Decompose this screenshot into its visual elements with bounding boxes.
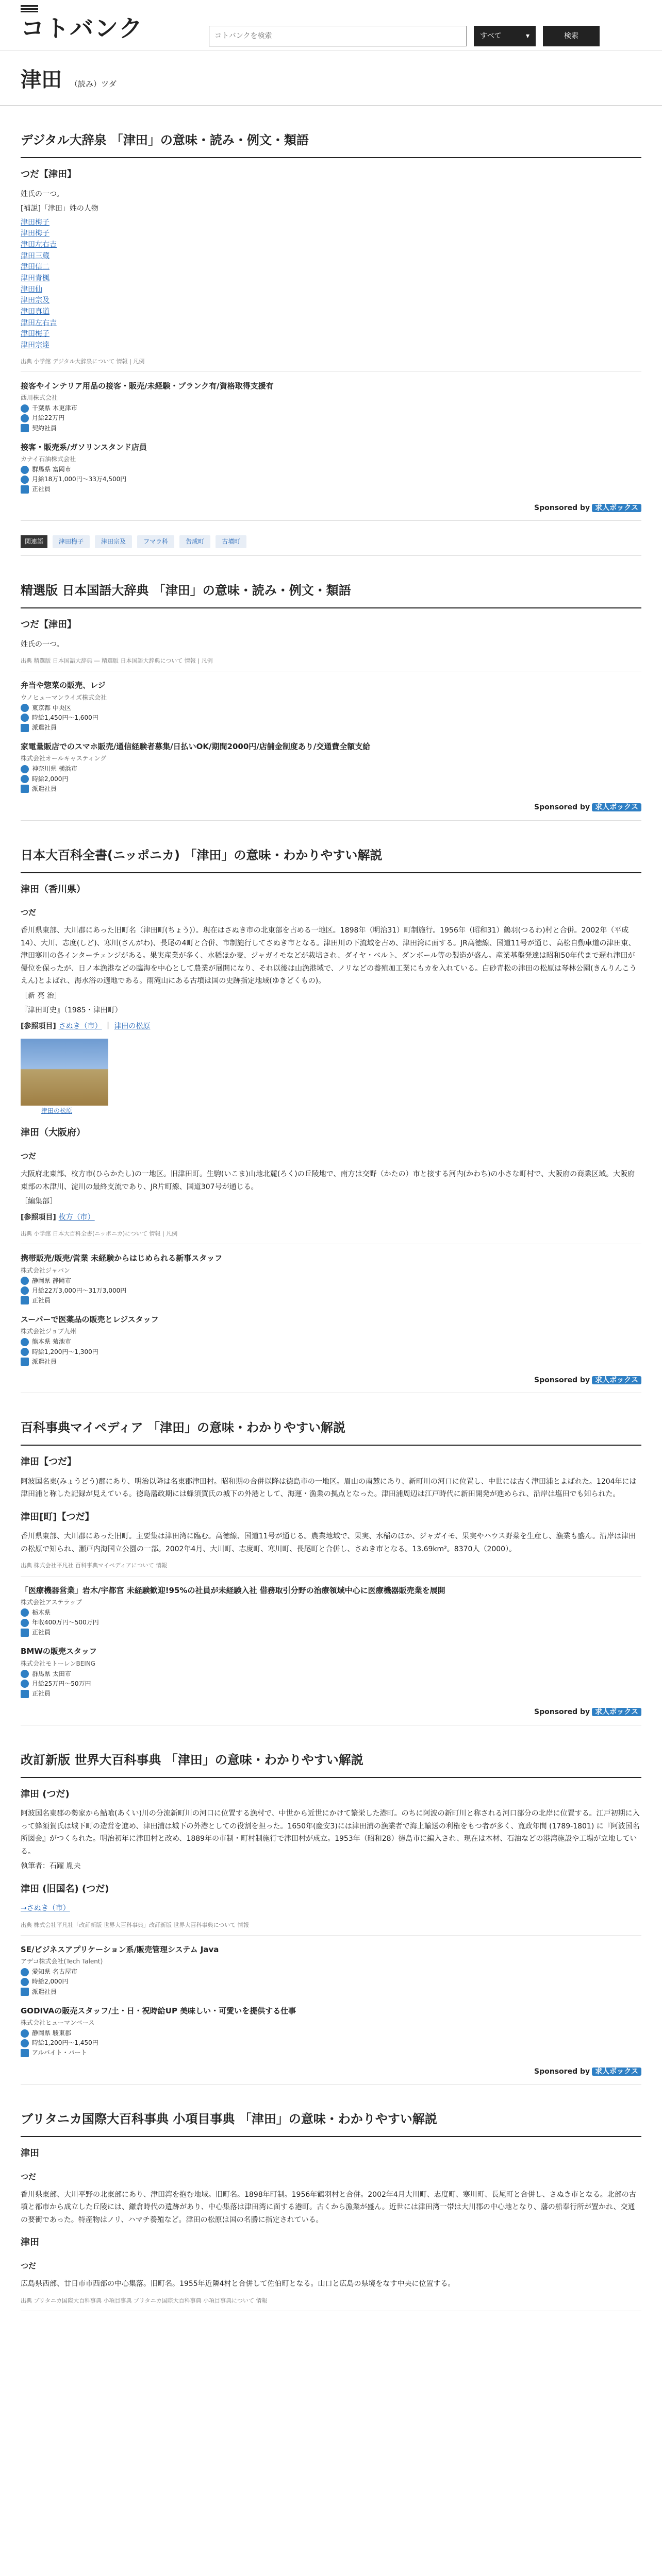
job-title[interactable]: 接客やインテリア用品の接客・販売/未経験・ブランク有/資格取得支援有 (21, 381, 274, 391)
entry-paragraph: 阿波国名東郡の勢家から鮎喰(あくい)川の分流新町川の河口に位置する漁村で、中世から近世にかけて繁栄した港町。のちに阿波の新町川と称される河口部分の北岸に位置する。江戸初期に入って蜂須賀氏は城下町の造営を進め、津田浦は城下の外港としての役割を担った。1650年(慶安3)には津田浦の漁業者で海上輸送の利権をもつ者が多く、寛政年間 (1789-1801) に『阿波国名所図会』がつくられた。明治初年に津田村と改め、1889年の市制・町村制施行で津田村が成立。1953年（昭和28）徳島市に編入され、現在は木材、石油などの港湾施設や工場が立地している。 (21, 1809, 640, 1856)
job-card[interactable] (21, 2004, 641, 2058)
page-title-row (0, 50, 662, 106)
dict-title-britannica: ブリタニカ国際大百科事典 小項目事典 「津田」の意味・わかりやすい解説 (21, 2099, 641, 2137)
person-link[interactable]: 津田信二 (21, 263, 49, 272)
entry-heading: 津田 (旧国名) (つだ) (21, 1883, 109, 1894)
person-link[interactable]: 津田宗達 (21, 341, 49, 350)
job-location: 熊本県 菊池市 (32, 1338, 71, 1346)
job-list (21, 379, 641, 495)
page-title: 津田 (21, 68, 62, 92)
yen-icon (21, 1619, 29, 1627)
yen-icon (21, 1680, 29, 1688)
related-word-tag[interactable]: 津田宗及 (95, 535, 132, 548)
job-company: 株式会社ジャパン (21, 1266, 70, 1274)
sponsor-brand[interactable]: 求人ボックス (592, 504, 641, 512)
entry-body: 広島県西部、廿日市市西部の中心集落。旧町名。1955年近隣4村と合併して佐伯町となる。山口と広島の県境をなす中央に位置する。 (21, 2280, 455, 2289)
job-card[interactable] (21, 1645, 641, 1699)
entry-author: ［編集部］ (21, 1197, 57, 1206)
sponsor-line: Sponsored by 求人ボックス (21, 2065, 641, 2085)
job-card[interactable] (21, 1313, 641, 1367)
entry-body: 香川県東部、大川平野の北東部にあり、津田湾を抱む地域。旧町名。1898年町制。1956年鶴羽村と合併。2002年4月大川町、志度町、寒川町、長尾町と合併し、さぬき市となる。北部の古墳と都市から成立した丘陵には、鎌倉時代の遺跡があり、中心集落は津田湾に面する港町。古くから漁業が盛ん。近世には津田湾一帯は大川郡の中心地となり、藩の船奉行所が置かれ、交通の要衝であった。特産物はノリ、ハマチ養殖など。津田の松原は国の名勝に指定されている。 (21, 2190, 636, 2224)
source-note: 出典 精選版 日本国語大辞典 ― 精選版 日本国語大辞典について 情報 | 凡例 (21, 656, 641, 671)
job-pay: 時給2,000円 (32, 1978, 69, 1986)
related-word-tag[interactable]: 告成町 (179, 535, 210, 548)
source-note: 出典 小学館 デジタル大辞泉について 情報 | 凡例 (21, 357, 641, 372)
job-location: 群馬県 太田市 (32, 1670, 71, 1677)
entry-body (21, 924, 641, 1032)
search-bar (209, 26, 600, 46)
entry-subheading: つだ (21, 1151, 37, 1161)
location-icon (21, 1670, 29, 1678)
location-icon (21, 765, 29, 773)
person-link[interactable]: 津田梅子 (21, 229, 49, 238)
job-card[interactable] (21, 1943, 641, 1997)
entry-subheading: つだ (21, 908, 37, 917)
main-content (0, 120, 662, 2311)
location-icon (21, 1277, 29, 1285)
briefcase-icon (21, 2049, 29, 2057)
job-type: 派遣社員 (32, 785, 57, 792)
entry-heading: つだ【津田】 (21, 169, 76, 180)
reference-items: [参照項目] 枚方（市） (21, 1213, 95, 1222)
location-icon (21, 1968, 29, 1976)
sponsor-brand[interactable]: 求人ボックス (592, 2067, 641, 2076)
briefcase-icon (21, 1988, 29, 1996)
job-pay: 月給22万円 (32, 414, 65, 422)
job-card[interactable] (21, 1584, 641, 1638)
job-company: ウノヒューマンライズ株式会社 (21, 693, 107, 701)
source-note: 出典 株式会社平凡社 百科事典マイペディアについて 情報 (21, 1561, 641, 1576)
entry-heading: 津田 (つだ) (21, 1788, 70, 1800)
entry-heading: つだ【津田】 (21, 619, 76, 631)
dict-title-nipponica: 日本大百科全書(ニッポニカ) 「津田」の意味・わかりやすい解説 (21, 835, 641, 873)
entry-subheading: つだ (21, 2261, 37, 2270)
job-card[interactable] (21, 1251, 641, 1306)
person-link[interactable]: 津田左右吉 (21, 240, 57, 249)
search-input[interactable] (209, 26, 467, 46)
job-location: 東京都 中央区 (32, 704, 71, 711)
job-list (21, 1584, 641, 1699)
sponsor-brand[interactable]: 求人ボックス (592, 1708, 641, 1716)
reference-items: [参照項目] さぬき（市） ｜ 津田の松原 (21, 1022, 151, 1030)
job-title[interactable]: 接客・販売系/ガソリンスタンド店員 (21, 442, 147, 452)
yen-icon (21, 1978, 29, 1986)
briefcase-icon (21, 485, 29, 494)
page-reading: （読み）ツダ (70, 79, 117, 89)
cross-reference-link[interactable]: →さぬき（市） (21, 1904, 70, 1913)
briefcase-icon (21, 424, 29, 432)
location-icon (21, 1608, 29, 1617)
dict-title-nikkoku: 精選版 日本国語大辞典 「津田」の意味・読み・例文・類語 (21, 570, 641, 608)
job-location: 静岡県 駿東郡 (32, 2029, 71, 2037)
entry-body (21, 1168, 641, 1224)
job-type: 正社員 (32, 1629, 51, 1636)
job-card[interactable] (21, 740, 641, 794)
job-pay: 月給25万円〜50万円 (32, 1680, 91, 1687)
reference-link[interactable]: さぬき（市） (58, 1022, 102, 1030)
job-company: 株式会社ヒューマンベース (21, 2019, 95, 2027)
job-location: 愛知県 名古屋市 (32, 1968, 77, 1976)
person-link[interactable]: 津田左右吉 (21, 318, 57, 327)
sponsor-brand[interactable]: 求人ボックス (592, 803, 641, 811)
job-location: 神奈川県 横浜市 (32, 765, 77, 773)
menu-icon[interactable] (21, 5, 38, 12)
location-icon (21, 1338, 29, 1346)
sponsor-brand[interactable]: 求人ボックス (592, 1376, 641, 1384)
dict-title-sekai: 改訂新版 世界大百科事典 「津田」の意味・わかりやすい解説 (21, 1740, 641, 1778)
briefcase-icon (21, 1296, 29, 1304)
entry-heading: 津田 (21, 2148, 39, 2159)
entry-line: 姓氏の一つ。 (21, 190, 64, 198)
briefcase-icon (21, 1358, 29, 1366)
job-type: 派遣社員 (32, 1358, 57, 1365)
job-list (21, 1943, 641, 2058)
job-location: 静岡県 静岡市 (32, 1277, 71, 1284)
job-type: 契約社員 (32, 424, 57, 432)
entry-heading: 津田【つだ】 (21, 1456, 76, 1468)
job-pay: 時給1,200円〜1,450円 (32, 2039, 98, 2047)
related-word-tag[interactable]: フマラ科 (137, 535, 174, 548)
yen-icon (21, 714, 29, 722)
sponsor-line: Sponsored by 求人ボックス (21, 502, 641, 521)
job-type: 正社員 (32, 1690, 51, 1698)
entry-author: ［新 亮 治］ (21, 991, 61, 1000)
person-link[interactable]: 津田仙 (21, 285, 42, 294)
sponsor-line: Sponsored by 求人ボックス (21, 801, 641, 821)
entry-bibliography: 『津田町史』（1985・津田町） (21, 1006, 122, 1015)
person-link[interactable]: 津田真道 (21, 308, 49, 316)
job-pay: 月給18万1,000円〜33万4,500円 (32, 476, 127, 483)
job-title[interactable]: SE/ビジネスアプリケーション系/販売管理システム Java (21, 1945, 219, 1954)
person-link[interactable]: 津田梅子 (21, 218, 49, 227)
job-list (21, 1251, 641, 1367)
entry-body (21, 1807, 641, 1873)
job-type: 正社員 (32, 485, 51, 493)
job-pay: 時給2,000円 (32, 775, 69, 783)
job-title[interactable]: 「医療機器営業」岩木/宇都宮 未経験歓迎!95%の社員が未経験入社 借務取引分野の治療領域中心に医療機器販売業を展開 (21, 1585, 445, 1595)
related-words-label: 関連語 (21, 535, 47, 548)
entry-body: 阿波国名東(みょうどう)郡にあり、明治以降は名東郡津田村。昭和期の合併以降は徳島市の一地区。眉山の南麓にあり、新町川の河口に位置し、中世には古く津田浦とよばれた。1204年には津田浦と称した記録が見えている。徳島藩政期には蜂須賀氏の城下の外港として、海運・漁業の拠点となった。津田浦周辺は江戸時代に新田開発が進められ、沿岸は塩田でも知られた。 (21, 1477, 637, 1499)
job-type: 正社員 (32, 1296, 51, 1304)
briefcase-icon (21, 1629, 29, 1637)
yen-icon (21, 476, 29, 484)
location-icon (21, 704, 29, 712)
sponsor-line: Sponsored by 求人ボックス (21, 1706, 641, 1725)
job-title[interactable]: 家電量販店でのスマホ販売/通信経験者募集/日払いOK/期間2000円/店舗金制度あり/交通費全額支給 (21, 742, 371, 752)
related-word-tag[interactable]: 古墳町 (216, 535, 246, 548)
job-card[interactable] (21, 379, 641, 433)
location-icon (21, 404, 29, 413)
entry-heading: 津田 (21, 2237, 39, 2248)
job-list (21, 679, 641, 794)
entry-paragraph: 大阪府北東部、枚方市(ひらかたし)の一地区。旧津田町。生駒(いこま)山地北麓(ろく)の丘陵地で、南方は交野（かたの）市と接する河内(かわち)の小さな町村で、大阪府の商業区域。大阪府東部の木津川、淀川の最終支流であり、JR片町線、国道307号が通じる。 (21, 1170, 635, 1191)
job-company: 株式会社ジョブ九州 (21, 1328, 76, 1335)
entry-heading: 津田（大阪府） (21, 1127, 86, 1139)
person-link[interactable]: 津田宗及 (21, 296, 49, 305)
job-company: カナイ石油株式会社 (21, 455, 76, 463)
sponsor-line: Sponsored by 求人ボックス (21, 1374, 641, 1394)
entry-heading: 津田[町]【つだ】 (21, 1511, 94, 1522)
job-pay: 月給22万3,000円〜31万3,000円 (32, 1286, 127, 1294)
job-title[interactable]: 携帯販売/販売/営業 未経験からはじめられる新事スタッフ (21, 1253, 223, 1263)
entry-body: 姓氏の一つ。 (21, 640, 64, 649)
job-pay: 時給1,200円〜1,300円 (32, 1348, 98, 1355)
job-type: 派遣社員 (32, 1988, 57, 1995)
photo-caption[interactable]: 津田の松原 (41, 1107, 73, 1115)
chevron-down-icon: ▾ (525, 31, 529, 40)
reference-link[interactable]: 枚方（市） (58, 1213, 95, 1222)
dict-title-daijisen: デジタル大辞泉 「津田」の意味・読み・例文・類語 (21, 120, 641, 158)
entry-author: 執筆者：石躍 胤央 (21, 1862, 81, 1871)
job-title[interactable]: 弁当や惣菜の販売、レジ (21, 681, 106, 690)
reference-link[interactable]: 津田の松原 (114, 1022, 151, 1030)
search-button[interactable]: 検索 (543, 26, 600, 46)
job-pay: 時給1,450円〜1,600円 (32, 714, 98, 721)
job-company: 株式会社モトーレンBEING (21, 1659, 96, 1667)
briefcase-icon (21, 1690, 29, 1698)
job-location: 栃木県 (32, 1608, 51, 1616)
person-link[interactable]: 津田梅子 (21, 330, 49, 338)
source-note: 出典 株式会社平凡社「改訂新版 世界大百科事典」改訂新版 世界大百科事典について 情報 (21, 1920, 641, 1936)
yen-icon (21, 2039, 29, 2047)
job-card[interactable] (21, 440, 641, 495)
site-logo[interactable]: コトバンク (21, 14, 144, 43)
top-bar (0, 0, 662, 50)
briefcase-icon (21, 724, 29, 732)
entry-paragraph: 香川県東部、大川郡にあった旧町名（津田町(ちょう)）。現在はさぬき市の北東部を占める一地区。1898年（明治31）町制施行。1956年（昭和31）鶴羽(つるわ)村と合併。2002年（平成14）、大川、志度(しど)、寒川(さんがわ)、長尾の4町と合併、市制施行してさぬき市となる。津田川の下流域を占め、津田湾に面する。JR高徳線、国道11号が通じ、高松自動車道の津田東、津田寒川の各インターチェンジがある。果実産業が多く、水稲ほか麦、ジャガイモなどが栽培され、ダイヤ・ベルト、ダンボール等の製造が盛ん。産業基盤発達は昭和50年代まで遅れ津田が優位を保ったが、日ノ本漁港などの臨海を中心として農業が展開になり、それ以後は山漁港域で、ノリなどの養殖加工業にもカを入れている。白砂青松の津田の松原は琴林公園(きんりんこうえん)とよばれ、海水浴の適地である。雨滝山にある古墳は国の史跡指定地域(ゆきどくもの)。 (21, 926, 637, 986)
source-note: 出典 ブリタニカ国際大百科事典 小項目事典 ブリタニカ国際大百科事典 小項目事典について 情報 (21, 2296, 641, 2311)
person-link[interactable]: 津田三蔵 (21, 251, 49, 260)
entry-body (21, 188, 641, 351)
job-title[interactable]: スーパーで医薬品の販売とレジスタッフ (21, 1315, 159, 1325)
related-word-tag[interactable]: 津田梅子 (53, 535, 90, 548)
entry-heading: 津田（香川県） (21, 884, 86, 895)
location-icon (21, 466, 29, 474)
entry-body: 香川県東部、大川郡にあった旧町。主要集は津田湾に臨む。高徳線、国道11号が通じる。農業地域で、果実、水稲のほか、ジャガイモ、果実やハウス野菜を生産し、漁業も盛ん。沿岸は津田の松原で知られ、瀬戸内海国立公園の一部。2002年4月、大川町、志度町、寒川町、長尾町と合併し、さぬき市となる。13.69km²。8370人（2000）。 (21, 1532, 636, 1553)
job-type: アルバイト・パート (32, 2049, 87, 2057)
job-company: 西川株式会社 (21, 394, 58, 402)
dict-title-mypedia: 百科事典マイペディア 「津田」の意味・わかりやすい解説 (21, 1408, 641, 1446)
person-link-list (21, 217, 641, 351)
search-scope-select[interactable]: すべて ▾ (474, 26, 536, 46)
job-location: 群馬県 富岡市 (32, 466, 71, 473)
job-location: 千葉県 木更津市 (32, 404, 77, 412)
pine-grove-photo[interactable] (21, 1039, 108, 1106)
job-type: 派遣社員 (32, 724, 57, 731)
related-words (21, 528, 641, 556)
entry-subheading: つだ (21, 2172, 37, 2181)
briefcase-icon (21, 785, 29, 793)
yen-icon (21, 775, 29, 783)
job-company: アデコ株式会社(Tech Talent) (21, 1958, 103, 1965)
job-company: 株式会社オールキャスティング (21, 755, 107, 762)
location-icon (21, 2029, 29, 2038)
job-title[interactable]: BMWの販売スタッフ (21, 1647, 97, 1656)
job-pay: 年収400万円〜500万円 (32, 1619, 99, 1626)
source-note: 出典 小学館 日本大百科全書(ニッポニカ)について 情報 | 凡例 (21, 1229, 641, 1244)
yen-icon (21, 1286, 29, 1295)
entry-line: [補説]「津田」姓の人物 (21, 205, 98, 213)
person-link[interactable]: 津田青楓 (21, 274, 49, 282)
job-card[interactable] (21, 679, 641, 733)
job-company: 株式会社アステラップ (21, 1598, 82, 1606)
job-title[interactable]: GODIVAの販売スタッフ/土・日・祝時給UP 美味しい・可愛いを提供する仕事 (21, 2006, 296, 2015)
yen-icon (21, 414, 29, 422)
yen-icon (21, 1348, 29, 1356)
